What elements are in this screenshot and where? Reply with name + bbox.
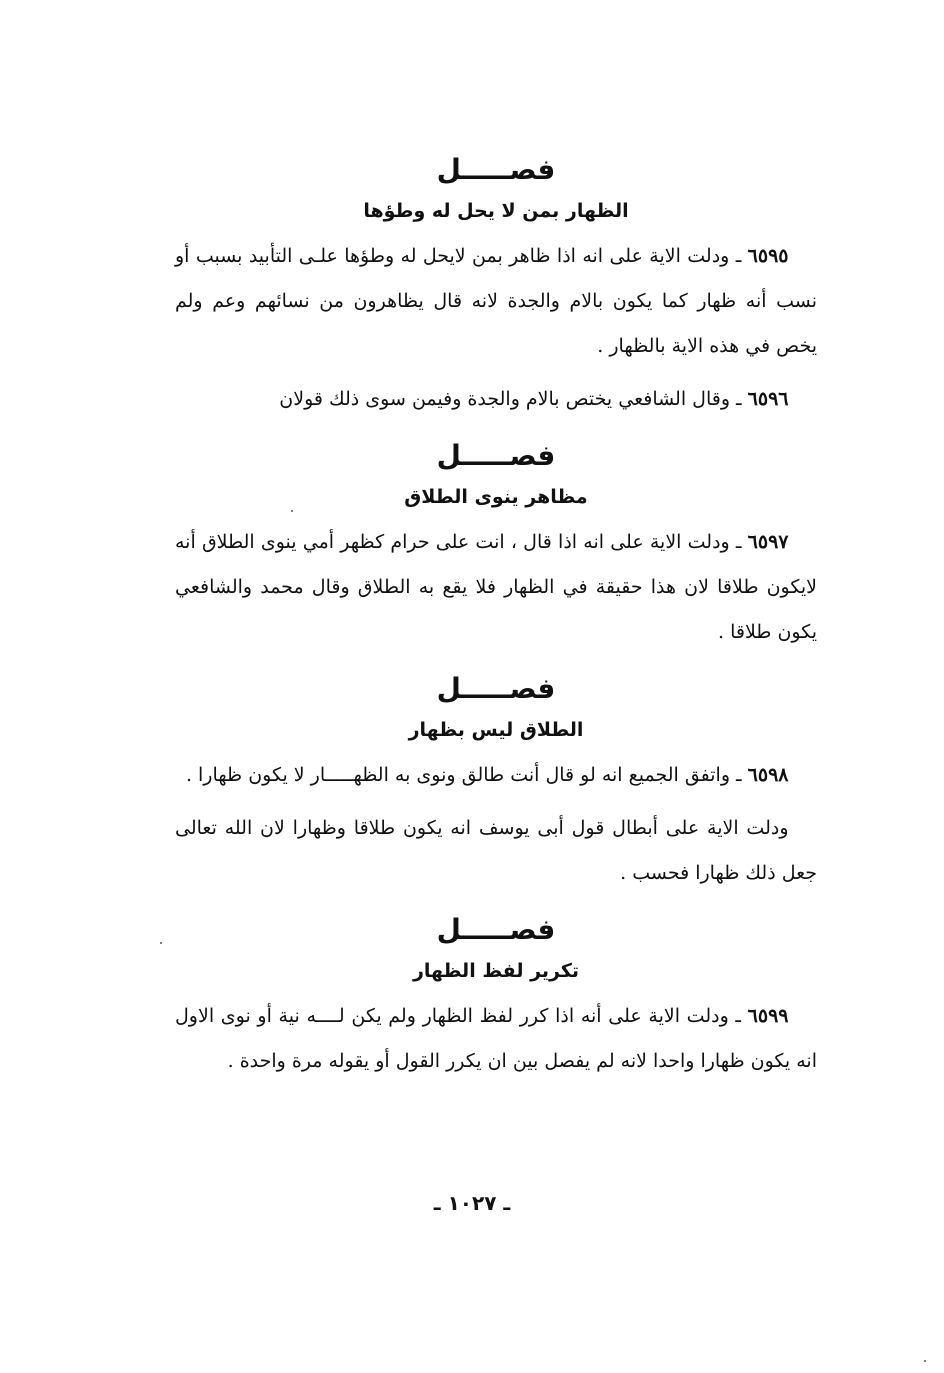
paragraph-text: ـ ودلت الاية على انه اذا ظاهر بمن لايحل له وطؤها علـى التأبيد بسبب أو نسب أنه ظهار كما يكون بالام والجدة لانه قال يظاهرون من نسائهم وعم ولم يخص في هذه الاية بالظهار . — [175, 245, 817, 357]
paragraph-text: ـ واتفق الجميع انه لو قال أنت طالق ونوى به الظهـــــار لا يكون ظهارا . — [185, 764, 748, 786]
section-title: مظاهر ينوى الطلاق — [404, 486, 588, 508]
scan-speck — [924, 1360, 926, 1362]
section-3 — [175, 669, 817, 896]
paragraph-abu-yusuf — [175, 806, 817, 896]
paragraph-number: ٦٥٩٩ — [747, 1005, 789, 1027]
paragraph-number: ٦٥٩٧ — [747, 531, 789, 553]
section-2 — [175, 436, 817, 655]
section-title: تكرير لفظ الظهار — [412, 960, 580, 982]
paragraph-text: ودلت الاية على أبطال قول أبى يوسف انه يكون طلاقا وظهارا لان الله تعالى جعل ذلك ظهارا فحسب . — [175, 817, 817, 884]
section-heading-mark: فصـــــل — [436, 439, 556, 472]
section-title: الطلاق ليس بظهار — [408, 719, 584, 741]
paragraph-6597 — [175, 520, 817, 655]
scan-speck — [160, 942, 162, 944]
page-number: ـ ١٠٢٧ ـ — [433, 1191, 511, 1215]
paragraph-number: ٦٥٩٥ — [747, 245, 789, 267]
paragraph-number: ٦٥٩٨ — [747, 764, 789, 786]
paragraph-6598 — [175, 753, 817, 798]
paragraph-text: ـ وقال الشافعي يختص بالام والجدة وفيمن سوى ذلك قولان — [279, 388, 748, 410]
paragraph-number: ٦٥٩٦ — [747, 388, 789, 410]
section-title: الظهار بمن لا يحل له وطؤها — [363, 200, 629, 222]
section-heading-mark: فصـــــل — [436, 913, 556, 946]
section-4 — [175, 910, 817, 1084]
section-heading-mark: فصـــــل — [436, 153, 556, 186]
paragraph-6596 — [175, 377, 817, 422]
section-1 — [175, 150, 817, 422]
paragraph-text: ـ ودلت الاية على أنه اذا كرر لفظ الظهار ولم يكن لــــه نية أو نوى الاول انه يكون ظهارا واحدا لانه لم يفصل بين ان يكرر القول أو يقوله مرة واحدة . — [175, 1005, 817, 1072]
paragraph-6595 — [175, 234, 817, 369]
section-heading-mark: فصـــــل — [436, 672, 556, 705]
document-page — [175, 150, 817, 1098]
scan-speck — [291, 510, 293, 512]
paragraph-text: ـ ودلت الاية على انه اذا قال ، انت على حرام كظهر أمي ينوى الطلاق أنه لايكون طلاقا لان هذا حقيقة في الظهار فلا يقع به الطلاق وقال محمد والشافعي يكون طلاقا . — [175, 531, 817, 643]
paragraph-6599 — [175, 994, 817, 1084]
